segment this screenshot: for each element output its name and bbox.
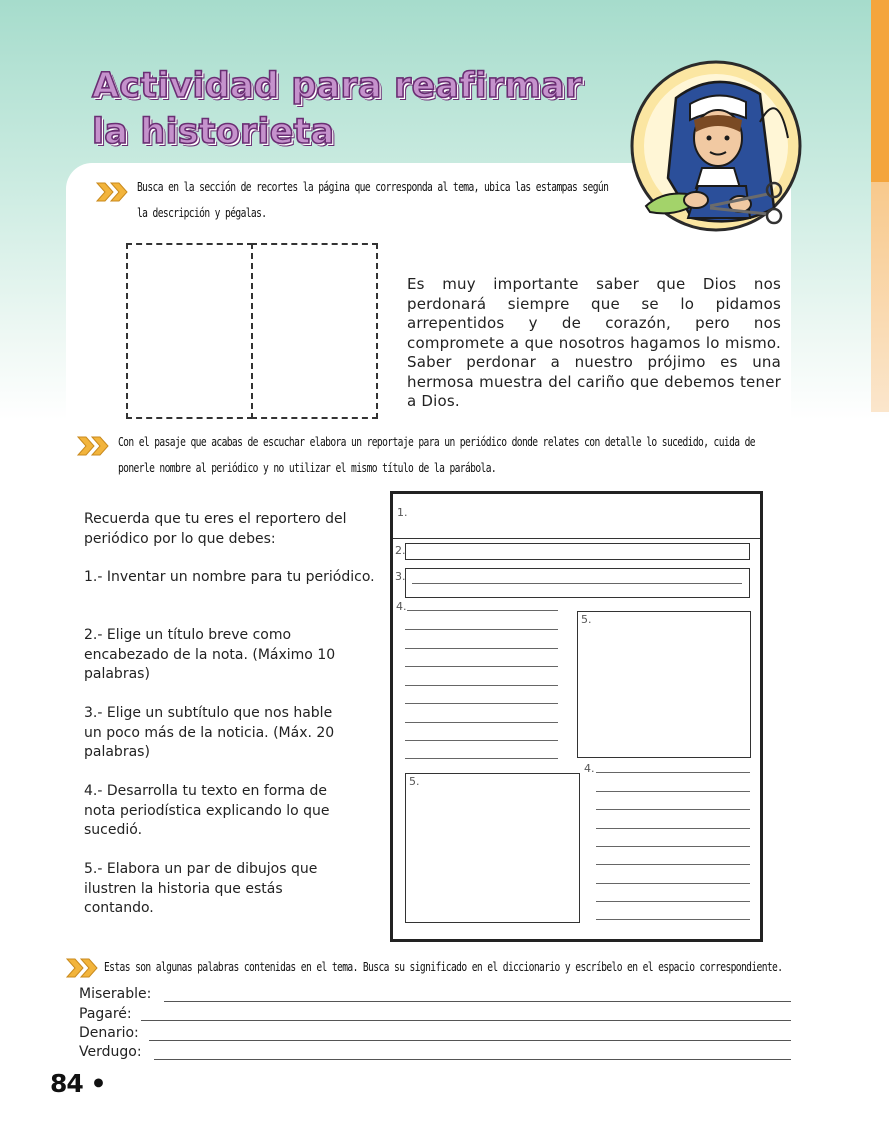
drawing-box-2[interactable] (405, 773, 580, 923)
article-line[interactable] (405, 758, 558, 759)
article-line[interactable] (596, 919, 750, 920)
nun-with-scissors-illustration (628, 58, 804, 234)
reporter-intro: Recuerda que tu eres el reportero del periódico por lo que debes: (84, 511, 347, 547)
article-line[interactable] (596, 791, 750, 792)
word-label-verdugo: Verdugo: (79, 1044, 142, 1060)
word-answer-line[interactable] (164, 1001, 791, 1002)
masthead-divider (393, 538, 760, 539)
lesson-paragraph: Es muy importante saber que Dios nos perdonará siempre que se lo pidamos arrepentidos y de corazón, pero nos compromete a que nosotros hagamos lo mismo. Saber perdonar a nuestro prójimo es una hermosa muestra del cariño que debemos tener a Dios. (407, 275, 781, 410)
word-answer-line[interactable] (154, 1059, 791, 1060)
double-chevron-icon (76, 434, 112, 458)
word-label-miserable: Miserable: (79, 986, 152, 1002)
article-line[interactable] (405, 703, 558, 704)
drawing-box-2-label: 5. (409, 775, 420, 788)
instruction-1-line-2: la descripción y pégalas. (137, 205, 267, 220)
double-chevron-icon (65, 956, 101, 980)
subtitle-label: 3. (395, 570, 406, 583)
sticker-slot-2 (251, 243, 378, 419)
double-chevron-icon (95, 180, 131, 204)
reporter-step-5: 5.- Elabora un par de dibujos que ilustren la historia que estás contando. (84, 861, 318, 916)
article-line[interactable] (596, 901, 750, 902)
article-line[interactable] (405, 722, 558, 723)
article-line[interactable] (405, 648, 558, 649)
word-label-denario: Denario: (79, 1025, 139, 1041)
article-line[interactable] (405, 685, 558, 686)
reporter-step-1: 1.- Inventar un nombre para tu periódico. (84, 569, 375, 585)
instruction-2-line-2: ponerle nombre al periódico y no utilizar el mismo título de la parábola. (118, 460, 497, 475)
reporter-step-2: 2.- Elige un título breve como encabezado de la nota. (Máximo 10 palabras) (84, 627, 336, 682)
word-answer-line[interactable] (141, 1020, 791, 1021)
instruction-2-line-1: Con el pasaje que acabas de escuchar elabora un reportaje para un periódico donde relates con detalle lo sucedido, cuida de (118, 434, 755, 449)
subtitle-writing-line (412, 583, 742, 584)
page-title-line-1: Actividad para reafirmar (92, 66, 583, 106)
drawing-box-1[interactable] (577, 611, 751, 758)
word-answer-line[interactable] (149, 1040, 791, 1041)
reporter-step-4: 4.- Desarrolla tu texto en forma de nota periodística explicando lo que sucedió. (84, 783, 330, 838)
page-edge-tab-fade (871, 182, 889, 412)
reporter-step-3: 3.- Elige un subtítulo que nos hable un poco más de la noticia. (Máx. 20 palabras) (84, 705, 335, 760)
instruction-1-line-1: Busca en la sección de recortes la página que corresponda al tema, ubica las estampas según (137, 179, 609, 194)
article-label-right: 4. (584, 762, 595, 775)
article-line[interactable] (405, 740, 558, 741)
drawing-box-1-label: 5. (581, 613, 592, 626)
article-line[interactable] (596, 883, 750, 884)
article-line[interactable] (596, 846, 750, 847)
newspaper-name-label: 1. (397, 506, 408, 519)
page-title-line-2: la historieta (92, 112, 335, 152)
word-label-pagare: Pagaré: (79, 1006, 132, 1022)
page-number: 84 • (50, 1069, 106, 1098)
article-label-left: 4. (396, 600, 407, 613)
instruction-3: Estas son algunas palabras contenidas en el tema. Busca su significado en el diccionario y escríbelo en el espacio correspondiente. (104, 959, 783, 974)
article-line[interactable] (596, 864, 750, 865)
article-line[interactable] (407, 610, 558, 611)
article-line[interactable] (405, 629, 558, 630)
sticker-slot-1 (126, 243, 253, 419)
headline-label: 2. (395, 544, 406, 557)
article-line[interactable] (596, 772, 750, 773)
article-line[interactable] (405, 666, 558, 667)
article-line[interactable] (596, 828, 750, 829)
page-edge-tab (871, 0, 889, 182)
headline-field[interactable] (405, 543, 750, 560)
article-line[interactable] (596, 809, 750, 810)
